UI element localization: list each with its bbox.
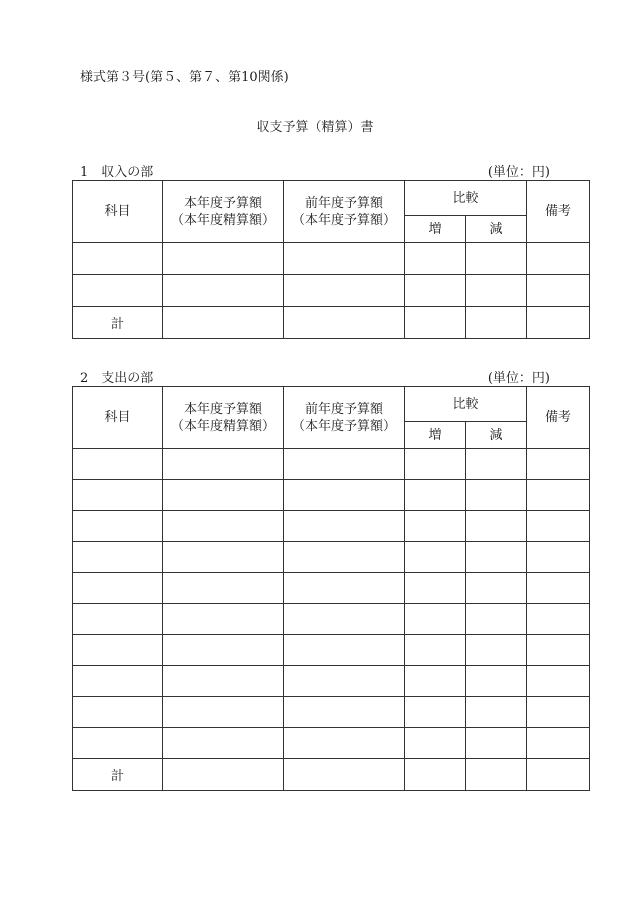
cell-increase[interactable] bbox=[405, 449, 466, 480]
cell-current-year[interactable] bbox=[163, 480, 284, 511]
cell-previous-year[interactable] bbox=[284, 573, 405, 604]
cell-decrease[interactable] bbox=[466, 275, 527, 307]
cell-increase[interactable] bbox=[405, 728, 466, 759]
document-title: 収支予算（精算）書 bbox=[256, 120, 374, 135]
table-row bbox=[73, 604, 590, 635]
cell-current-year[interactable] bbox=[163, 573, 284, 604]
table-row bbox=[73, 480, 590, 511]
expense-unit-label: (単位：円) bbox=[487, 371, 550, 386]
income-unit-label: (単位：円) bbox=[487, 165, 550, 180]
header-current-year-sub: （本年度精算額） bbox=[170, 418, 275, 434]
cell-current-year[interactable] bbox=[163, 697, 284, 728]
cell-subject[interactable] bbox=[73, 666, 163, 697]
cell-current-year[interactable] bbox=[163, 635, 284, 666]
cell-previous-year[interactable] bbox=[284, 243, 405, 275]
cell-increase[interactable] bbox=[405, 635, 466, 666]
cell-current-year[interactable] bbox=[163, 511, 284, 542]
header-increase: 増 bbox=[405, 422, 466, 449]
table-row bbox=[73, 635, 590, 666]
cell-subject[interactable] bbox=[73, 449, 163, 480]
cell-increase[interactable] bbox=[405, 275, 466, 307]
table-row bbox=[73, 573, 590, 604]
cell-remarks[interactable] bbox=[527, 666, 590, 697]
table-row bbox=[73, 511, 590, 542]
cell-increase[interactable] bbox=[405, 666, 466, 697]
cell-current-year[interactable] bbox=[163, 604, 284, 635]
header-previous-year bbox=[284, 181, 405, 243]
header-current-year-sub: （本年度精算額） bbox=[170, 212, 275, 228]
cell-current-year[interactable] bbox=[163, 666, 284, 697]
total-row bbox=[73, 307, 590, 339]
total-label: 計 bbox=[73, 759, 163, 791]
cell-subject[interactable] bbox=[73, 573, 163, 604]
cell-remarks[interactable] bbox=[527, 697, 590, 728]
cell-remarks[interactable] bbox=[527, 307, 590, 339]
cell-previous-year[interactable] bbox=[284, 307, 405, 339]
cell-increase[interactable] bbox=[405, 243, 466, 275]
header-previous-year-sub: （本年度予算額） bbox=[291, 418, 396, 434]
header-decrease: 減 bbox=[466, 216, 527, 243]
cell-remarks[interactable] bbox=[527, 511, 590, 542]
total-row bbox=[73, 759, 590, 791]
income-table bbox=[72, 180, 590, 339]
header-subject: 科目 bbox=[73, 181, 163, 243]
cell-decrease[interactable] bbox=[466, 480, 527, 511]
cell-subject[interactable] bbox=[73, 511, 163, 542]
cell-subject[interactable] bbox=[73, 480, 163, 511]
table-row bbox=[73, 275, 590, 307]
cell-increase[interactable] bbox=[405, 511, 466, 542]
expense-table bbox=[72, 386, 590, 791]
cell-subject[interactable] bbox=[73, 243, 163, 275]
cell-remarks[interactable] bbox=[527, 604, 590, 635]
table-row bbox=[73, 542, 590, 573]
cell-previous-year[interactable] bbox=[284, 542, 405, 573]
cell-remarks[interactable] bbox=[527, 275, 590, 307]
cell-remarks[interactable] bbox=[527, 542, 590, 573]
header-decrease: 減 bbox=[466, 422, 527, 449]
cell-decrease[interactable] bbox=[466, 307, 527, 339]
cell-decrease[interactable] bbox=[466, 542, 527, 573]
cell-decrease[interactable] bbox=[466, 449, 527, 480]
cell-previous-year[interactable] bbox=[284, 697, 405, 728]
cell-increase[interactable] bbox=[405, 697, 466, 728]
cell-previous-year[interactable] bbox=[284, 480, 405, 511]
cell-decrease[interactable] bbox=[466, 511, 527, 542]
header-comparison: 比較 bbox=[405, 181, 527, 216]
cell-decrease[interactable] bbox=[466, 728, 527, 759]
total-label: 計 bbox=[73, 307, 163, 339]
cell-remarks[interactable] bbox=[527, 480, 590, 511]
cell-remarks[interactable] bbox=[527, 573, 590, 604]
header-previous-year-sub: （本年度予算額） bbox=[291, 212, 396, 228]
cell-subject[interactable] bbox=[73, 697, 163, 728]
cell-current-year[interactable] bbox=[163, 307, 284, 339]
header-current-year bbox=[163, 181, 284, 243]
header-previous-year-label: 前年度予算額 bbox=[304, 195, 383, 211]
cell-current-year[interactable] bbox=[163, 728, 284, 759]
cell-previous-year[interactable] bbox=[284, 449, 405, 480]
cell-previous-year[interactable] bbox=[284, 728, 405, 759]
cell-decrease[interactable] bbox=[466, 759, 527, 791]
table-row bbox=[73, 449, 590, 480]
cell-increase[interactable] bbox=[405, 542, 466, 573]
cell-previous-year[interactable] bbox=[284, 635, 405, 666]
cell-remarks[interactable] bbox=[527, 243, 590, 275]
cell-remarks[interactable] bbox=[527, 759, 590, 791]
cell-increase[interactable] bbox=[405, 604, 466, 635]
cell-increase[interactable] bbox=[405, 307, 466, 339]
table-row bbox=[73, 666, 590, 697]
header-current-year bbox=[163, 387, 284, 449]
header-previous-year bbox=[284, 387, 405, 449]
cell-increase[interactable] bbox=[405, 573, 466, 604]
cell-decrease[interactable] bbox=[466, 573, 527, 604]
cell-current-year[interactable] bbox=[163, 275, 284, 307]
cell-decrease[interactable] bbox=[466, 604, 527, 635]
cell-remarks[interactable] bbox=[527, 728, 590, 759]
cell-previous-year[interactable] bbox=[284, 666, 405, 697]
table-row bbox=[73, 728, 590, 759]
cell-remarks[interactable] bbox=[527, 449, 590, 480]
cell-subject[interactable] bbox=[73, 604, 163, 635]
header-previous-year-label: 前年度予算額 bbox=[304, 401, 383, 417]
cell-decrease[interactable] bbox=[466, 635, 527, 666]
cell-previous-year[interactable] bbox=[284, 759, 405, 791]
cell-previous-year[interactable] bbox=[284, 275, 405, 307]
income-section-title: 1 収入の部 bbox=[80, 165, 154, 180]
cell-current-year[interactable] bbox=[163, 243, 284, 275]
cell-decrease[interactable] bbox=[466, 243, 527, 275]
table-row bbox=[73, 697, 590, 728]
header-current-year-label: 本年度予算額 bbox=[183, 195, 262, 211]
cell-increase[interactable] bbox=[405, 759, 466, 791]
header-current-year-label: 本年度予算額 bbox=[183, 401, 262, 417]
header-remarks: 備考 bbox=[527, 181, 590, 243]
header-increase: 増 bbox=[405, 216, 466, 243]
cell-decrease[interactable] bbox=[466, 697, 527, 728]
table-row bbox=[73, 243, 590, 275]
header-comparison: 比較 bbox=[405, 387, 527, 422]
cell-current-year[interactable] bbox=[163, 449, 284, 480]
header-remarks: 備考 bbox=[527, 387, 590, 449]
cell-remarks[interactable] bbox=[527, 635, 590, 666]
expense-section-title: 2 支出の部 bbox=[80, 371, 154, 386]
cell-decrease[interactable] bbox=[466, 666, 527, 697]
cell-subject[interactable] bbox=[73, 728, 163, 759]
header-subject: 科目 bbox=[73, 387, 163, 449]
cell-current-year[interactable] bbox=[163, 542, 284, 573]
cell-previous-year[interactable] bbox=[284, 511, 405, 542]
cell-subject[interactable] bbox=[73, 275, 163, 307]
cell-increase[interactable] bbox=[405, 480, 466, 511]
cell-previous-year[interactable] bbox=[284, 604, 405, 635]
cell-current-year[interactable] bbox=[163, 759, 284, 791]
cell-subject[interactable] bbox=[73, 635, 163, 666]
form-number: 様式第３号(第５、第７、第10関係) bbox=[80, 70, 289, 85]
cell-subject[interactable] bbox=[73, 542, 163, 573]
